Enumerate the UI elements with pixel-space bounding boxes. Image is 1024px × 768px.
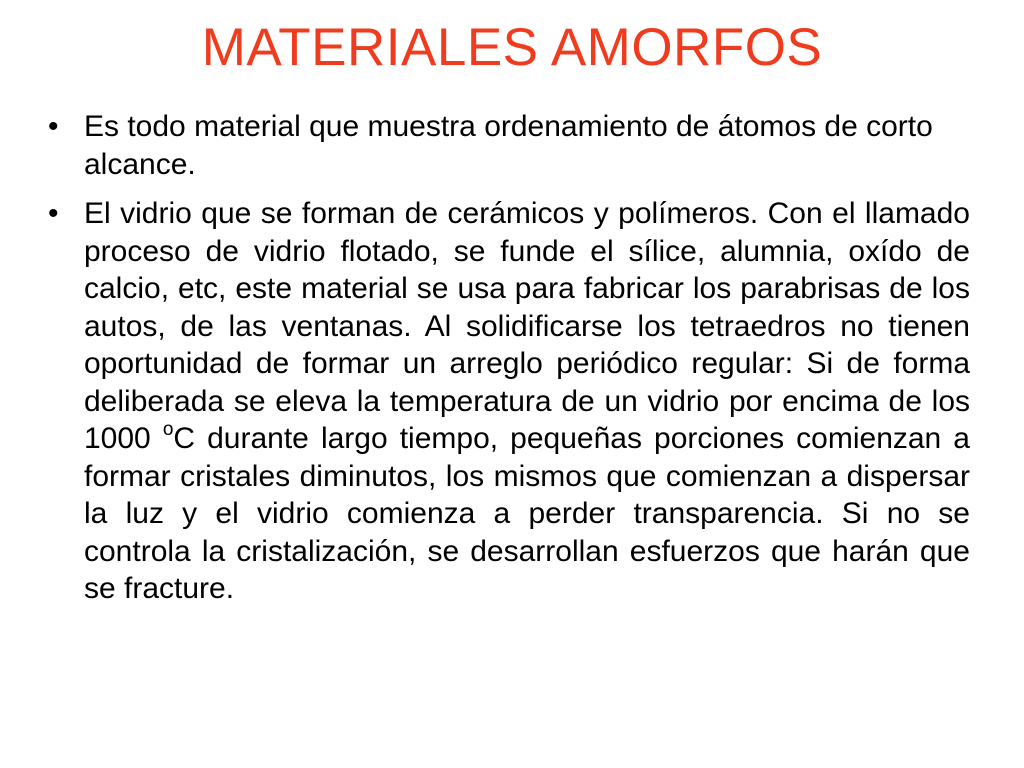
degree-superscript: o bbox=[162, 419, 174, 440]
bullet-text bbox=[84, 197, 970, 605]
slide-title: MATERIALES AMORFOS bbox=[201, 18, 823, 77]
bullet-text: Es todo material que muestra ordenamiento de átomos de corto alcance. bbox=[84, 110, 933, 181]
bullet-item-definition bbox=[48, 108, 970, 183]
bullet-dot-icon: • bbox=[48, 110, 59, 143]
bullet-list bbox=[48, 108, 970, 608]
bullet-dot-icon: • bbox=[48, 197, 59, 230]
bullet-text-part: El vidrio que se forman de cerámicos y polímeros. Con el llamado proceso de vidrio flotado, se funde el sílice, alumnia, oxído de calcio, etc, este material se usa para fabricar los parabrisas de los autos, de las ventanas. Al solidificarse los tetraedros no tienen oportunidad de formar un arreglo periódico regular: Si de forma deliberada se eleva la temperatura de un vidrio por encima de los 1000 bbox=[84, 197, 970, 455]
bullet-text-part: C durante largo tiempo, pequeñas porciones comienzan a formar cristales diminutos, los mismos que comienzan a dispersar la luz y el vidrio comienza a perder transparencia. Si no se controla la cristalización, se desarrollan esfuerzos que harán que se fracture. bbox=[84, 422, 970, 605]
bullet-item-glass bbox=[48, 195, 970, 608]
